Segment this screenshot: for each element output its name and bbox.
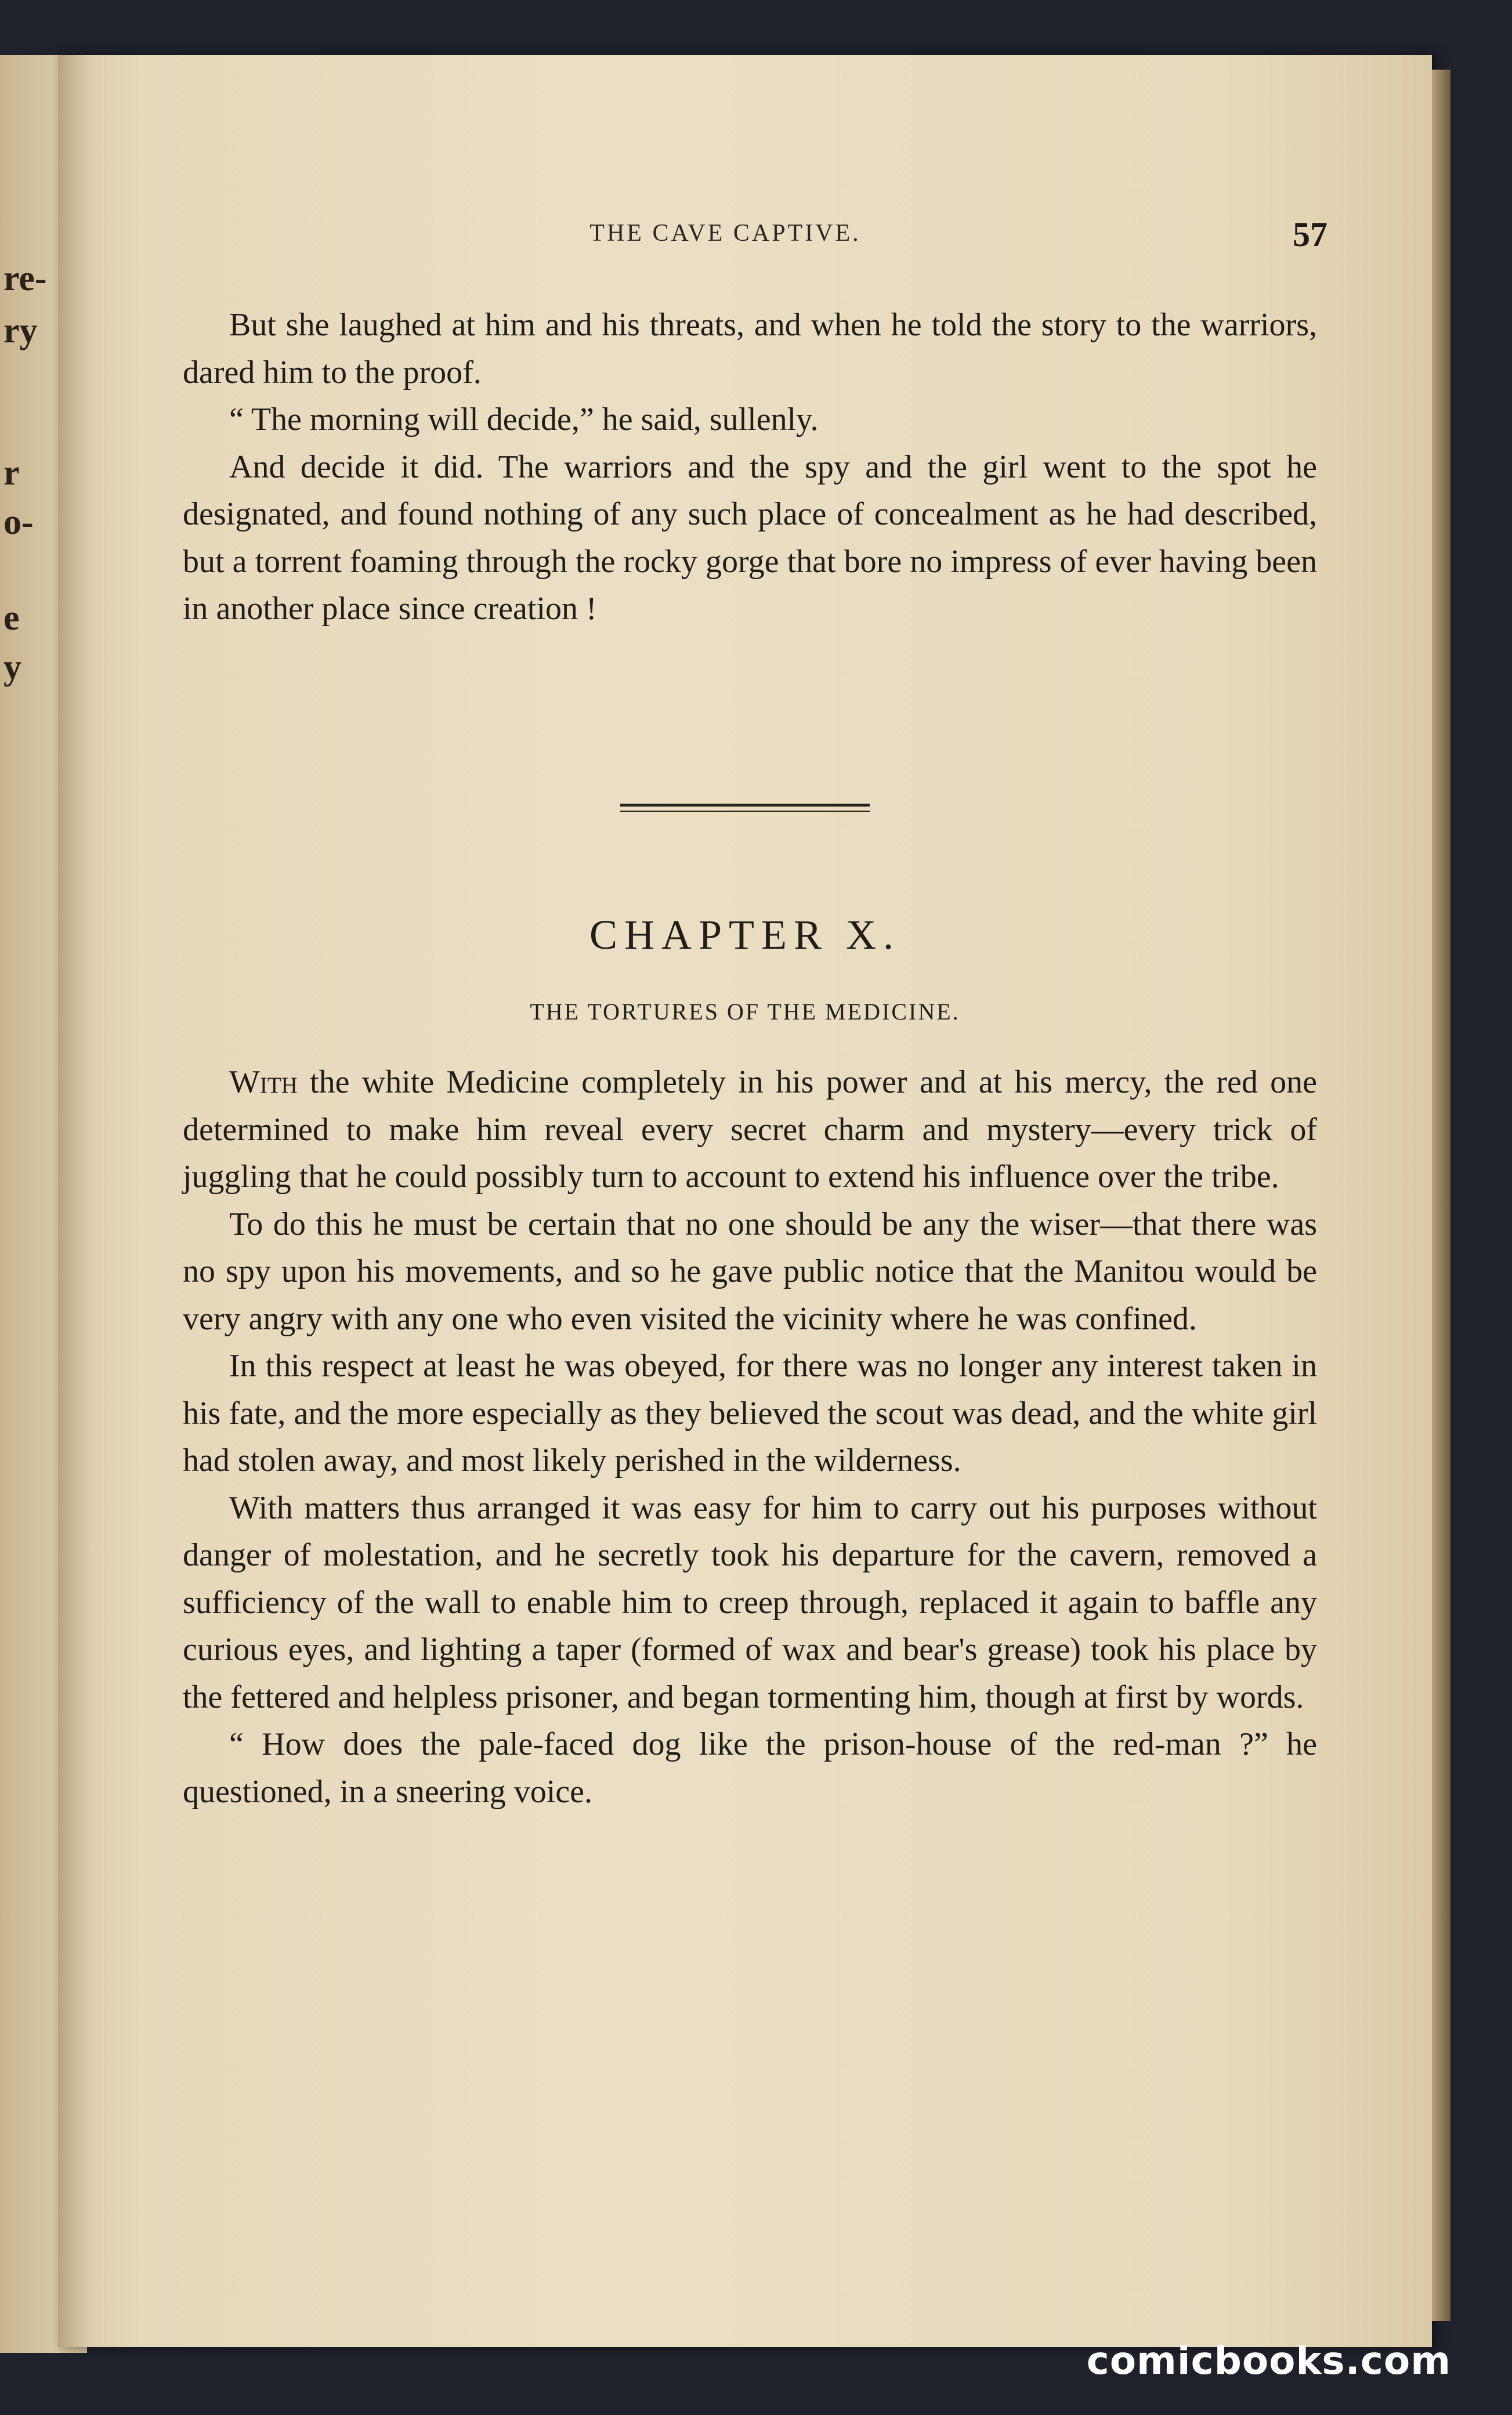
paragraph bbox=[183, 444, 1317, 633]
paragraph bbox=[183, 396, 1317, 444]
paragraph bbox=[183, 302, 1317, 396]
chapter-subtitle: THE TORTURES OF THE MEDICINE. bbox=[530, 999, 960, 1025]
paragraph bbox=[183, 1485, 1317, 1722]
paragraph-text: To do this he must be certain that no one should be any the wiser—that there was no spy upon his movements, and so he gave public notice that the Manitou would be very angry with any one who even visited the vicinity where he was confined. bbox=[183, 1206, 1317, 1337]
paragraph-text: In this respect at least he was obeyed, for there was no longer any interest taken in his fate, and the more especially as they believed the scout was dead, and the white girl had stolen away, and most likely perished in the wilderness. bbox=[183, 1348, 1317, 1478]
paragraph bbox=[183, 1059, 1317, 1201]
paragraph-text: With matters thus arranged it was easy for him to carry out his purposes without danger of molestation, and he secretly took his departure for the cavern, removed a sufficiency of the wall to enable him to creep through, replaced it again to baffle any curious eyes, and lighting a taper (formed of wax and bear's grease) took his place by the fettered and helpless prisoner, and began tormenting him, though at first by words. bbox=[183, 1490, 1317, 1715]
prev-page-fragment: r bbox=[3, 453, 20, 493]
page-gutter-shadow bbox=[58, 55, 90, 2347]
section-divider bbox=[58, 804, 1432, 815]
running-title: THE CAVE CAPTIVE. bbox=[589, 220, 861, 247]
paragraph-lead-word: With bbox=[229, 1064, 298, 1100]
page-number: 57 bbox=[1293, 215, 1327, 254]
paragraph-text: “ The morning will decide,” he said, sullenly. bbox=[229, 402, 819, 438]
prev-page-fragment: o- bbox=[3, 502, 34, 542]
text-block-top bbox=[183, 302, 1317, 633]
prev-page-fragment: ry bbox=[3, 311, 38, 350]
paragraph-text: “ How does the pale-faced dog like the prison-house of the red-man ?” he questioned, in a sneering voice. bbox=[183, 1726, 1317, 1810]
paragraph-text: But she laughed at him and his threats, and when he told the story to the warriors, dared him to the proof. bbox=[183, 307, 1317, 391]
page-stack-edge bbox=[1432, 70, 1450, 2321]
paragraph bbox=[183, 1201, 1317, 1343]
divider-rule bbox=[620, 804, 870, 812]
paragraph bbox=[183, 1721, 1317, 1816]
paragraph-text: the white Medicine completely in his power and at his mercy, the red one determined to make him reveal every secret charm and mystery—every trick of juggling that he could possibly turn to account to extend his influence over the tribe. bbox=[183, 1064, 1317, 1195]
paragraph bbox=[183, 1343, 1317, 1485]
page-header bbox=[58, 215, 1432, 255]
paragraph-text: And decide it did. The warriors and the spy and the girl went to the spot he designated, and found nothing of any such place of concealment as he had described, but a torrent foaming through the rocky gorge that bore no impress of ever having been in another place since creation ! bbox=[183, 449, 1317, 627]
text-block-chapter bbox=[183, 1059, 1317, 1816]
prev-page-fragment: e bbox=[3, 598, 20, 638]
chapter-heading: CHAPTER X. bbox=[589, 912, 901, 958]
watermark-logo: comicbooks.com bbox=[1086, 2338, 1451, 2383]
prev-page-fragment: re- bbox=[3, 259, 47, 298]
prev-page-fragment: y bbox=[3, 648, 21, 687]
book-page bbox=[58, 55, 1432, 2347]
